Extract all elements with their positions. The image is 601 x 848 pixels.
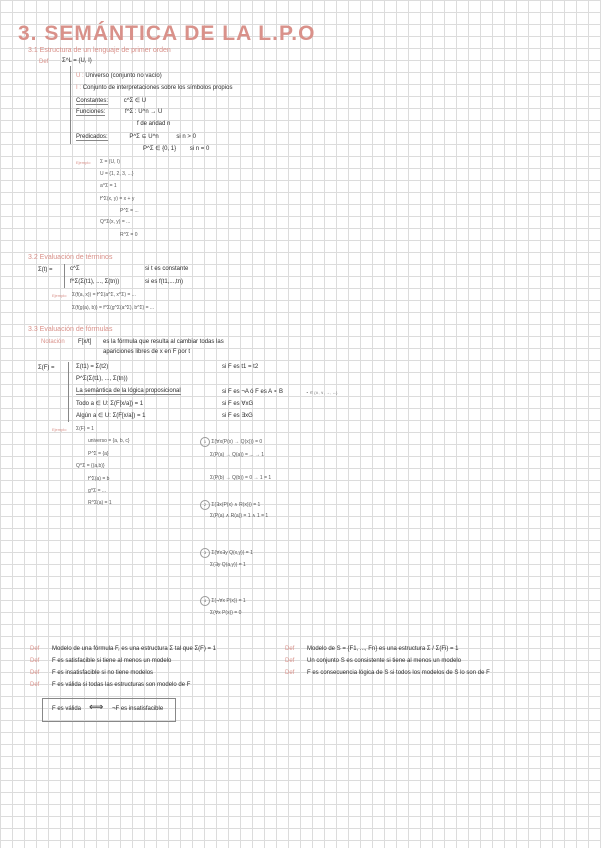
def-label: Def bbox=[30, 682, 40, 688]
def-formula: Σ^L = (U, I) bbox=[62, 58, 92, 64]
item-constants: Constantes: c^Σ ∈ U bbox=[76, 98, 147, 104]
def-valid: F es válida si todas las estructuras son modelo de F bbox=[52, 682, 191, 688]
example-line: Q^Σ(x, y) = ... bbox=[100, 219, 131, 225]
def-satisfiable: F es satisfacible si tiene al menos un modelo bbox=[52, 658, 172, 664]
step-line: 2 Σ(∃x(P(x) ∧ R(x))) = 1 bbox=[200, 500, 260, 510]
example-line: R^Σ = 0 bbox=[120, 232, 138, 238]
formula-row: Algún a ∈ U: Σ(F[x/a]) = 1 bbox=[76, 413, 146, 419]
example-line: f^Σ(a) = b bbox=[88, 476, 110, 482]
item-interpretations: I : Conjunto de interpretaciones sobre los símbolos propios bbox=[76, 85, 233, 91]
formula-cond: si F es ∃xG bbox=[222, 413, 253, 419]
def-label: Def bbox=[30, 670, 40, 676]
example-line: g^Σ = ... bbox=[88, 488, 107, 494]
section-heading-3-1: 3.1 Estructura de un lenguaje de primer orden bbox=[28, 47, 171, 54]
example-line: P^Σ = {a} bbox=[88, 451, 109, 457]
formula-cond: si F es ¬A ó F es A ∘ B bbox=[222, 389, 283, 395]
notation-text: apariciones libres de x en F por t bbox=[103, 349, 191, 355]
item-function-arity: f de aridad n bbox=[137, 121, 171, 127]
formula-cond: si F es ∀xG bbox=[222, 401, 254, 407]
formula-row: P^Σ(Σ(t1), ..., Σ(tn)) bbox=[76, 376, 128, 382]
formula-row: La semántica de la lógica proposicional bbox=[76, 388, 181, 394]
term-cond: si es f(t1,...,tn) bbox=[145, 279, 184, 285]
double-arrow-icon: ⟺ bbox=[89, 702, 104, 713]
def-label: Def bbox=[39, 59, 49, 65]
notation-sym: F[x/t] bbox=[78, 339, 92, 345]
page-title: 3. SEMÁNTICA DE LA L.P.O bbox=[18, 22, 316, 45]
example-line: U = {1, 2, 3, ...} bbox=[100, 171, 134, 177]
def-label: Def bbox=[285, 670, 295, 676]
example-line: universo = {a, b, c} bbox=[88, 438, 130, 444]
term-case: c^Σ bbox=[70, 266, 80, 272]
item-predicates-0: P^Σ ∈ {0, 1} si n = 0 bbox=[143, 146, 210, 152]
def-consequence: F es consecuencia lógica de S si todos los modelos de S lo son de F bbox=[307, 670, 490, 676]
example-line: Σ(f(a, x)) = f^Σ(a^Σ, x^Σ) = ... bbox=[72, 292, 136, 298]
def-label: Def bbox=[30, 646, 40, 652]
def-label: Def bbox=[285, 646, 295, 652]
def-unsatisfiable: F es insatisfacible si no tiene modelos bbox=[52, 670, 154, 676]
item-functions: Funciones: f^Σ : U^n → U bbox=[76, 109, 163, 115]
example-line: Σ = (U, I) bbox=[100, 159, 120, 165]
item-predicates: Predicados: P^Σ ⊆ U^n si n > 0 bbox=[76, 134, 196, 140]
bracket-line bbox=[68, 362, 69, 422]
term-case: f^Σ(Σ(t1), ..., Σ(tn)) bbox=[70, 279, 120, 285]
example-line: Σ(f(g(a), b)) = f^Σ(g^Σ(a^Σ), b^Σ) = ... bbox=[72, 305, 155, 311]
eval-formula-left: Σ(F) = bbox=[38, 365, 55, 371]
example-label: Ejemplo bbox=[52, 427, 67, 432]
def-model-set: Modelo de S = {F1, ..., Fn} es una estructura Σ / Σ(Fi) = 1 bbox=[307, 646, 459, 652]
def-model: Modelo de una fórmula F, es una estructura Σ tal que Σ(F) = 1 bbox=[52, 646, 217, 652]
example-line: f^Σ(x, y) = x + y bbox=[100, 196, 135, 202]
example-line: R^Σ(a) = 1 bbox=[88, 500, 112, 506]
notation-label: Notación bbox=[41, 339, 65, 345]
step-line: Σ(P(b) → Q(b)) = 0 → 1 = 1 bbox=[210, 475, 272, 481]
example-label: Ejemplo bbox=[76, 160, 91, 165]
step-line: Σ(∀x P(x)) = 0 bbox=[210, 610, 242, 616]
item-universe: U : Universo (conjunto no vacío) bbox=[76, 73, 162, 79]
bracket-line bbox=[64, 264, 65, 288]
example-line: Q^Σ = {(a,b)} bbox=[76, 463, 105, 469]
def-consistent: Un conjunto S es consistente si tiene al menos un modelo bbox=[307, 658, 462, 664]
validity-right: ¬F es insatisfacible bbox=[112, 706, 164, 712]
step-line: 4 Σ(¬∀x P(x)) = 1 bbox=[200, 596, 246, 606]
formula-cond: si F es t1 = t2 bbox=[222, 364, 259, 370]
step-line: Σ(P(a) ∧ R(a)) = 1 ∧ 1 = 1 bbox=[210, 513, 269, 519]
example-line: a^Σ = 1 bbox=[100, 183, 117, 189]
bracket-line bbox=[70, 66, 71, 144]
def-label: Def bbox=[285, 658, 295, 664]
example-label: Ejemplo bbox=[52, 293, 67, 298]
formula-row: Σ(t1) = Σ(t2) bbox=[76, 364, 109, 370]
validity-left: F es válida bbox=[52, 706, 82, 712]
example-line: Σ(F) = 1 bbox=[76, 426, 94, 432]
term-cond: si t es constante bbox=[145, 266, 189, 272]
def-label: Def bbox=[30, 658, 40, 664]
step-line: Σ(P(a) → Q(a)) = ... → 1 bbox=[210, 452, 265, 458]
example-line: P^Σ = ... bbox=[120, 208, 139, 214]
step-line: 3 Σ(∀x∃y Q(x,y)) = 1 bbox=[200, 548, 253, 558]
eval-term-left: Σ(t) = bbox=[38, 267, 53, 273]
step-line: 1 Σ(∀x(P(x) → Q(x))) = 0 bbox=[200, 437, 262, 447]
section-heading-3-3: 3.3 Evaluación de fórmulas bbox=[28, 326, 113, 333]
formula-row: Todo a ∈ U: Σ(F[x/a]) = 1 bbox=[76, 401, 144, 407]
notation-text: es la fórmula que resulta al cambiar todas las bbox=[103, 339, 224, 345]
section-heading-3-2: 3.2 Evaluación de términos bbox=[28, 254, 113, 261]
connective-note: ∘ ∈ {∧, ∨, →, ↔} bbox=[306, 390, 338, 395]
step-line: Σ(∃y Q(a,y)) = 1 bbox=[210, 562, 246, 568]
